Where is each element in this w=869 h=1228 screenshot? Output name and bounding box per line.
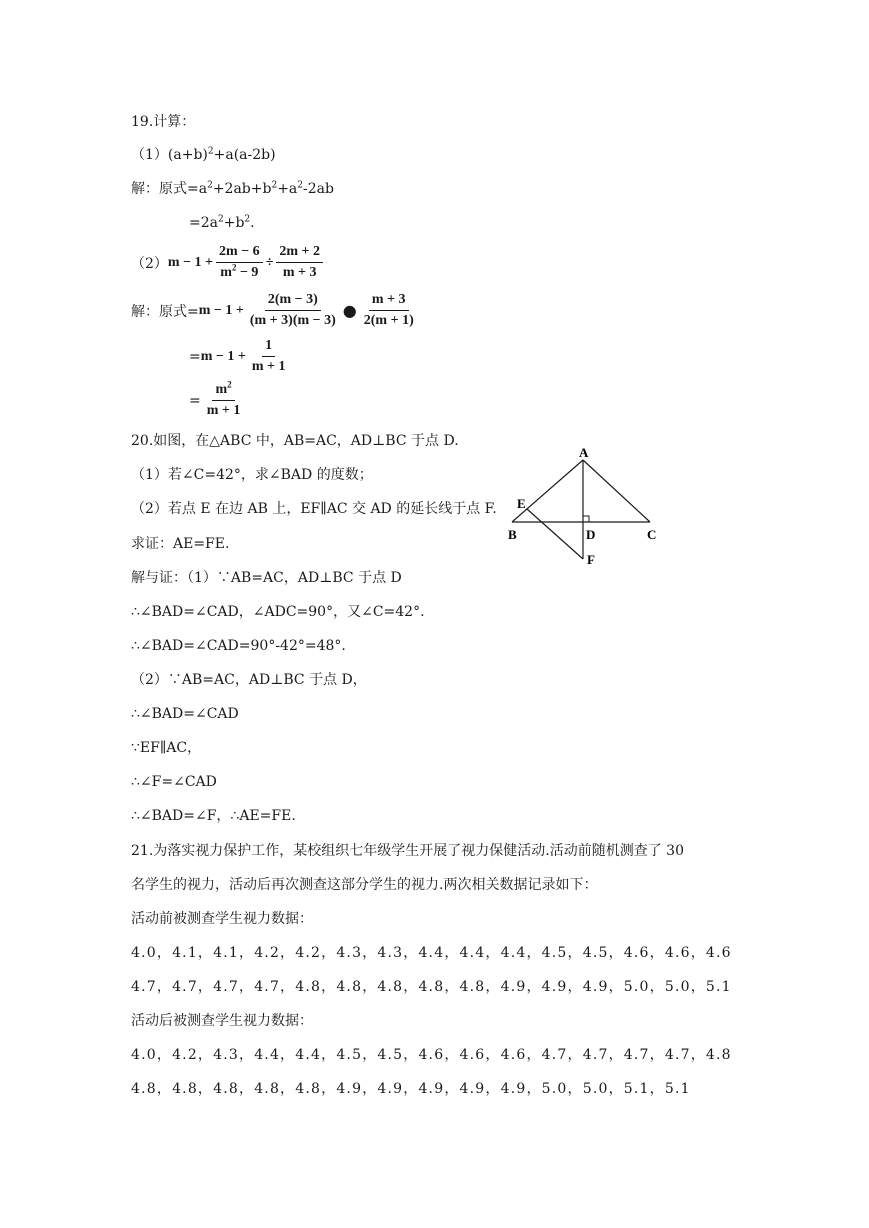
fraction	[249, 338, 289, 375]
right-angle-mark	[583, 516, 589, 522]
side-ab	[512, 460, 583, 522]
q20-stem: 20.如图，在△ABC 中，AB=AC，AD⊥BC 于点 D.	[131, 433, 459, 449]
exponent: 2	[207, 146, 214, 157]
numerator	[212, 379, 234, 401]
triangle-figure	[500, 442, 675, 572]
q20-solution-line8: ∴∠BAD=∠F，∴AE=FE.	[131, 808, 296, 824]
expression-text: (a+b)	[167, 147, 208, 163]
denominator: 2(m + 1)	[363, 313, 414, 328]
denominator: m + 1	[251, 359, 286, 374]
q20-solution-line3: ∴∠BAD=∠CAD=90°-42°=48°.	[131, 638, 346, 654]
q20-part1: （1）若∠C=42°，求∠BAD 的度数；	[131, 467, 373, 483]
label-b: B	[508, 527, 517, 542]
q21-after-data-row2: 4.8，4.8，4.8，4.8，4.8，4.9，4.9，4.9，4.9，4.9，5.0，5.0，5.1，5.1	[131, 1081, 691, 1097]
numerator: 2m − 6	[216, 244, 263, 263]
numerator: m + 3	[369, 292, 409, 311]
q21-before-data-row2: 4.7，4.7，4.7，4.7，4.8，4.8，4.8，4.8，4.8，4.9，4.9，4.9，5.0，5.0，5.1	[131, 979, 732, 995]
denominator: m + 1	[206, 403, 241, 418]
numerator: 2(m − 3)	[265, 292, 321, 311]
fraction	[361, 292, 417, 329]
q19-title: 19.计算：	[131, 114, 196, 130]
math-term: m − 1 +	[198, 302, 244, 318]
exponent: 2	[297, 180, 303, 191]
part-label: （2）	[131, 255, 168, 272]
denominator-text: m	[220, 265, 232, 280]
solution-text: +2ab+b	[212, 181, 272, 197]
exponent: 2	[227, 379, 232, 390]
q20-part2: （2）若点 E 在边 AB 上，EF∥AC 交 AD 的延长线于点 F.	[131, 501, 497, 517]
exponent: 2	[231, 262, 237, 273]
segment-ef	[527, 509, 583, 559]
q21-before-data-row1: 4.0，4.1，4.1，4.2，4.2，4.3，4.3，4.4，4.4，4.4，4.5，4.5，4.6，4.6，4.6	[131, 945, 732, 961]
q20-solution-line7: ∴∠F=∠CAD	[131, 774, 217, 790]
solution-prefix: =	[189, 392, 201, 409]
q21-after-title: 活动后被测查学生视力数据：	[131, 1013, 313, 1029]
q21-stem-line2: 名学生的视力，活动后再次测查这部分学生的视力.两次相关数据记录如下：	[131, 877, 598, 893]
q20-solution-line4: （2）∵AB=AC，AD⊥BC 于点 D，	[131, 672, 367, 688]
math-term: m − 1 +	[167, 254, 214, 270]
fraction	[204, 379, 244, 419]
solution-text: +a	[277, 181, 298, 197]
label-d: D	[586, 527, 596, 542]
side-ac	[583, 460, 650, 522]
q20-solution-line6: ∵EF∥AC，	[131, 740, 202, 756]
q19-part2-solution-step3	[189, 379, 246, 419]
denominator-text: − 9	[236, 265, 259, 280]
label-c: C	[647, 527, 657, 542]
q19-part1-expression	[131, 146, 276, 164]
q20-solution-line1: 解与证：（1）∵AB=AC，AD⊥BC 于点 D	[131, 570, 402, 586]
solution-prefix: =	[189, 348, 201, 365]
q20-prove-statement: 求证：AE=FE.	[131, 536, 230, 552]
q20-solution-line2: ∴∠BAD=∠CAD，∠ADC=90°，又∠C=42°.	[131, 604, 425, 620]
label-e: E	[517, 496, 526, 511]
q19-part1-solution-step2	[189, 214, 255, 232]
solution-text: +b	[223, 215, 245, 231]
fraction	[276, 244, 323, 281]
part-label: （1）	[131, 147, 168, 163]
q21-after-data-row1: 4.0，4.2，4.3，4.4，4.4，4.5，4.5，4.6，4.6，4.6，4.7，4.7，4.7，4.7，4.8	[131, 1047, 732, 1063]
label-f: F	[587, 552, 595, 567]
q21-before-title: 活动前被测查学生视力数据：	[131, 911, 313, 927]
solution-prefix: 解：原式=	[131, 303, 199, 320]
fraction	[247, 292, 339, 329]
solution-text: 解：原式=a	[131, 181, 208, 197]
numerator-text: m	[215, 382, 228, 397]
numerator: 1	[262, 338, 275, 357]
exponent: 2	[217, 214, 224, 225]
numerator: 2m + 2	[276, 244, 323, 263]
solution-text: .	[250, 215, 255, 231]
solution-text: =2a	[189, 215, 218, 231]
q19-part2-expression	[131, 244, 326, 281]
q19-part2-solution-step2	[189, 338, 292, 375]
label-a: A	[579, 445, 589, 460]
multiply-dot: ●	[342, 301, 357, 320]
math-term: m − 1 +	[200, 348, 246, 364]
q19-part1-solution-step1	[131, 180, 334, 198]
exponent: 2	[207, 180, 213, 191]
denominator: m + 3	[282, 265, 317, 280]
q20-solution-line5: ∴∠BAD=∠CAD	[131, 706, 239, 722]
exponent: 2	[271, 180, 278, 191]
q21-stem-line1: 21.为落实视力保护工作，某校组织七年级学生开展了视力保健活动.活动前随机测查了 30	[131, 843, 684, 859]
q19-part2-solution-step1	[131, 292, 420, 329]
fraction	[216, 244, 263, 281]
solution-text: -2ab	[303, 181, 334, 197]
denominator	[217, 263, 261, 281]
exponent: 2	[244, 214, 251, 225]
divide-operator: ÷	[265, 254, 274, 270]
denominator: (m + 3)(m − 3)	[249, 313, 336, 328]
expression-text: +a(a-2b)	[213, 147, 276, 163]
